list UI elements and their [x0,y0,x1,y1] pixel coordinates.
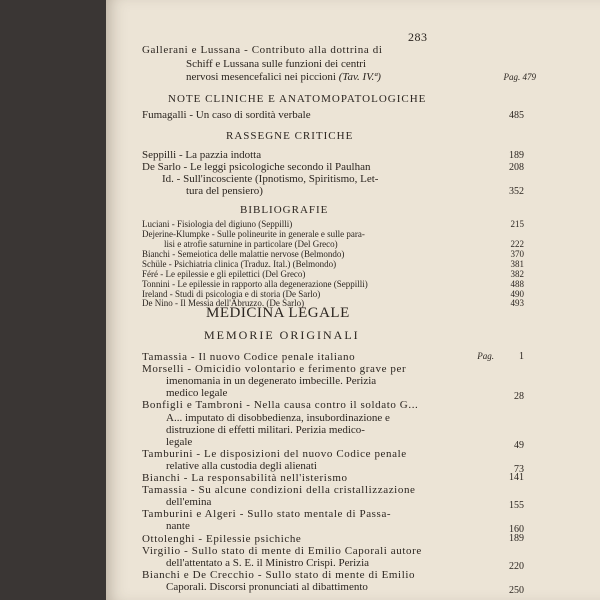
entry-gallerani-page: Pag. 479 [503,72,536,82]
medicina-line: Virgilio - Sullo stato di mente di Emilio Caporali autore [142,545,422,557]
bibliografie-item: De Nino - Il Messia dell'Abruzzo. (De Sarlo) [142,298,305,308]
medicina-line: dell'attentato a S. E. il Ministro Crispi. Perizia [166,557,370,569]
bibliografie-item: Schüle - Psichiatria clinica (Traduz. Ital.) (Belmondo) [142,259,337,269]
entry-id-line1: Id. - Sull'incosciente (Ipnotismo, Spiritismo, Let- [162,173,379,185]
medicina-line-page: 220 [509,561,524,572]
medicina-line: Caporali. Discorsi pronunciati al dibattimento [166,581,368,593]
bibliografie-item: lisi e atrofie saturnine in particolare (Del Greco) [164,239,338,249]
book-page [106,0,600,600]
bibliografie-item-page: 370 [510,249,524,259]
medicina-line-page: 73 [514,464,524,475]
bibliografie-item-page: 222 [510,239,524,249]
medicina-line-page: 155 [509,500,524,511]
medicina-line-page: 141 [509,472,524,483]
entry-desarlo: De Sarlo - Le leggi psicologiche secondo il Paulhan [142,161,371,173]
medicina-line: dell'emina [166,496,212,508]
section-subtitle-memorie: MEMORIE ORIGINALI [204,328,360,342]
heading-bibliografie: BIBLIOGRAFIE [240,204,329,216]
entry-id-page: 352 [509,186,524,197]
medicina-line: legale [166,436,193,448]
entry-gallerani-line2: Schiff e Lussana sulle funzioni dei centri [186,58,367,70]
bibliografie-item-page: 493 [510,298,524,308]
medicina-line: Tamburini e Algeri - Sullo stato mentale di Passa- [142,508,392,520]
medicina-line: relative alla custodia degli alienati [166,460,317,472]
medicina-line: Tamassia - Su alcune condizioni della cristallizzazione [142,484,416,496]
medicina-line: Bianchi e De Crecchio - Sullo stato di mente di Emilio [142,569,416,581]
heading-rassegne-critiche: RASSEGNE CRITICHE [226,130,354,142]
bibliografie-item-page: 382 [510,269,524,279]
medicina-line: Tamassia - Il nuovo Codice penale italiano [142,351,356,363]
medicina-line: Bianchi - La responsabilità nell'isterismo [142,472,348,484]
bibliografie-item: Féré - Le epilessie e gli epilettici (Del Greco) [142,269,306,279]
entry-fumagalli: Fumagalli - Un caso di sordità verbale [142,109,311,121]
medicina-line: Tamburini - Le disposizioni del nuovo Codice penale [142,448,407,460]
medicina-line-page: 1 [519,351,524,362]
entry-fumagalli-page: 485 [509,110,524,121]
medicina-line-page: 49 [514,440,524,451]
entry-gallerani-line3-text: nervosi mesencefalici nei piccioni [186,71,336,83]
medicina-line: Morselli - Omicidio volontario e ferimento grave per [142,363,407,375]
medicina-line: distruzione di effetti militari. Perizia medico- [166,424,365,436]
entry-gallerani-line1: Gallerani e Lussana - Contributo alla dottrina di [142,44,383,56]
heading-note-cliniche: NOTE CLINICHE E ANATOMOPATOLOGICHE [168,93,427,105]
bibliografie-item: Luciani - Fisiologia del digiuno (Seppilli) [142,219,293,229]
medicina-pag-label: Pag. [477,351,494,361]
medicina-line: Bonfigli e Tambroni - Nella causa contro il soldato G... [142,399,419,411]
entry-seppilli: Seppilli - La pazzia indotta [142,149,262,161]
entry-seppilli-page: 189 [509,150,524,161]
bibliografie-item-page: 215 [510,219,524,229]
medicina-line-page: 160 [509,524,524,535]
medicina-line: medico legale [166,387,228,399]
medicina-line-page: 250 [509,585,524,596]
entry-id-line2: tura del pensiero) [186,185,263,197]
entry-desarlo-page: 208 [509,162,524,173]
medicina-line: nante [166,520,190,532]
entry-gallerani-tav: (Tav. IV.ª) [338,71,381,83]
bibliografie-item: Bianchi - Semeiotica delle malattie nervose (Belmondo) [142,249,345,259]
section-title-medicina-legale: MEDICINA LEGALE [206,305,350,321]
medicina-line-page: 189 [509,533,524,544]
medicina-line: A... imputato di disobbedienza, insubordinazione e [166,412,390,424]
medicina-line-page: 28 [514,391,524,402]
bibliografie-item: Dejerine-Klumpke - Sulle polineurite in generale e sulle para- [142,229,365,239]
bibliografie-item-page: 490 [510,289,524,299]
entry-gallerani-line3 [186,72,381,83]
bibliografie-item: Tonnini - Le epilessie in rapporto alla degenerazione (Seppilli) [142,279,368,289]
bibliografie-item: Ireland - Studi di psicologia e di storia (De Sarlo) [142,289,321,299]
page-number: 283 [408,30,428,44]
medicina-line: imenomania in un degenerato imbecille. Perizia [166,375,377,387]
medicina-line: Ottolenghi - Epilessie psichiche [142,533,302,545]
bibliografie-item-page: 488 [510,279,524,289]
bibliografie-item-page: 381 [510,259,524,269]
